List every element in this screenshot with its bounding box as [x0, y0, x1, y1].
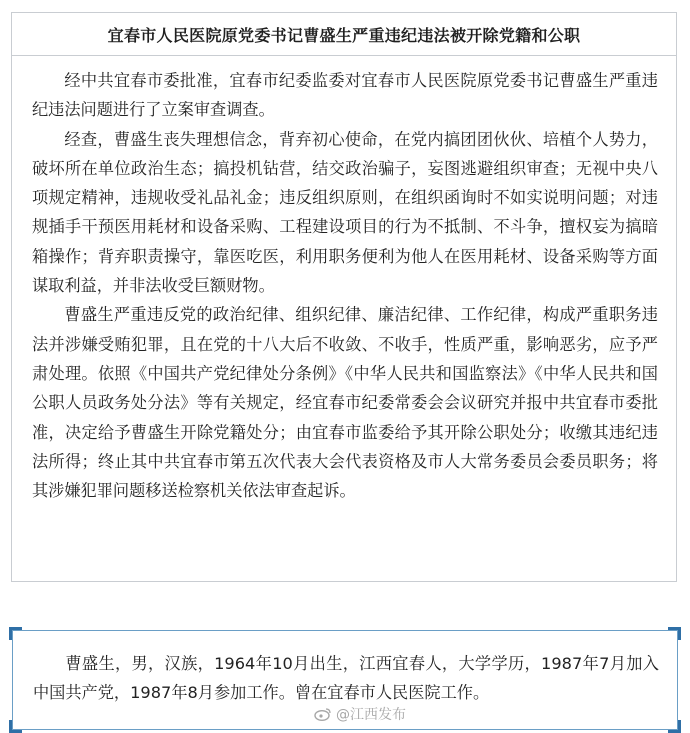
article-card	[11, 12, 677, 582]
article-title: 宜春市人民医院原党委书记曹盛生严重违纪违法被开除党籍和公职	[12, 13, 676, 56]
paragraph-1: 经中共宜春市委批准，宜春市纪委监委对宜春市人民医院原党委书记曹盛生严重违纪违法问题进行了立案审查调查。	[32, 71, 658, 120]
weibo-watermark	[314, 704, 406, 724]
corner-decoration	[9, 720, 22, 733]
weibo-icon	[314, 707, 332, 721]
paragraph-3: 曹盛生严重违反党的政治纪律、组织纪律、廉洁纪律、工作纪律，构成严重职务违法并涉嫌受贿犯罪，且在党的十八大后不收敛、不收手，性质严重，影响恶劣，应予严肃处理。依照《中国共产党纪律处分条例》《中华人民共和国监察法》《中华人民共和国公职人员政务处分法》等有关规定，经宜春市纪委常委会会议研究并报中共宜春市委批准，决定给予曹盛生开除党籍处分；由宜春市监委给予其开除公职处分；收缴其违纪违法所得；终止其中共宜春市第五次代表大会代表资格及市人大常务委员会委员职务；将其涉嫌犯罪问题移送检察机关依法审查起诉。	[32, 305, 658, 501]
paragraph-2: 经查，曹盛生丧失理想信念，背弃初心使命，在党内搞团团伙伙、培植个人势力，破坏所在单位政治生态；搞投机钻营，结交政治骗子，妄图逃避组织审查；无视中央八项规定精神，违规收受礼品礼金；违反组织原则，在组织函询时不如实说明问题；对违规插手干预医用耗材和设备采购、工程建设项目的行为不抵制、不斗争，擅权妄为搞暗箱操作；背弃职责操守，靠医吃医，利用职务便利为他人在医用耗材、设备采购等方面谋取利益，并非法收受巨额财物。	[32, 129, 658, 296]
weibo-handle: @江西发布	[336, 707, 406, 723]
article-body	[12, 56, 676, 505]
corner-decoration	[668, 627, 681, 640]
corner-decoration	[9, 627, 22, 640]
corner-decoration	[668, 720, 681, 733]
bio-text: 曹盛生，男，汉族，1964年10月出生，江西宜春人，大学学历，1987年7月加入中国共产党，1987年8月参加工作。曾在宜春市人民医院工作。	[33, 654, 659, 703]
